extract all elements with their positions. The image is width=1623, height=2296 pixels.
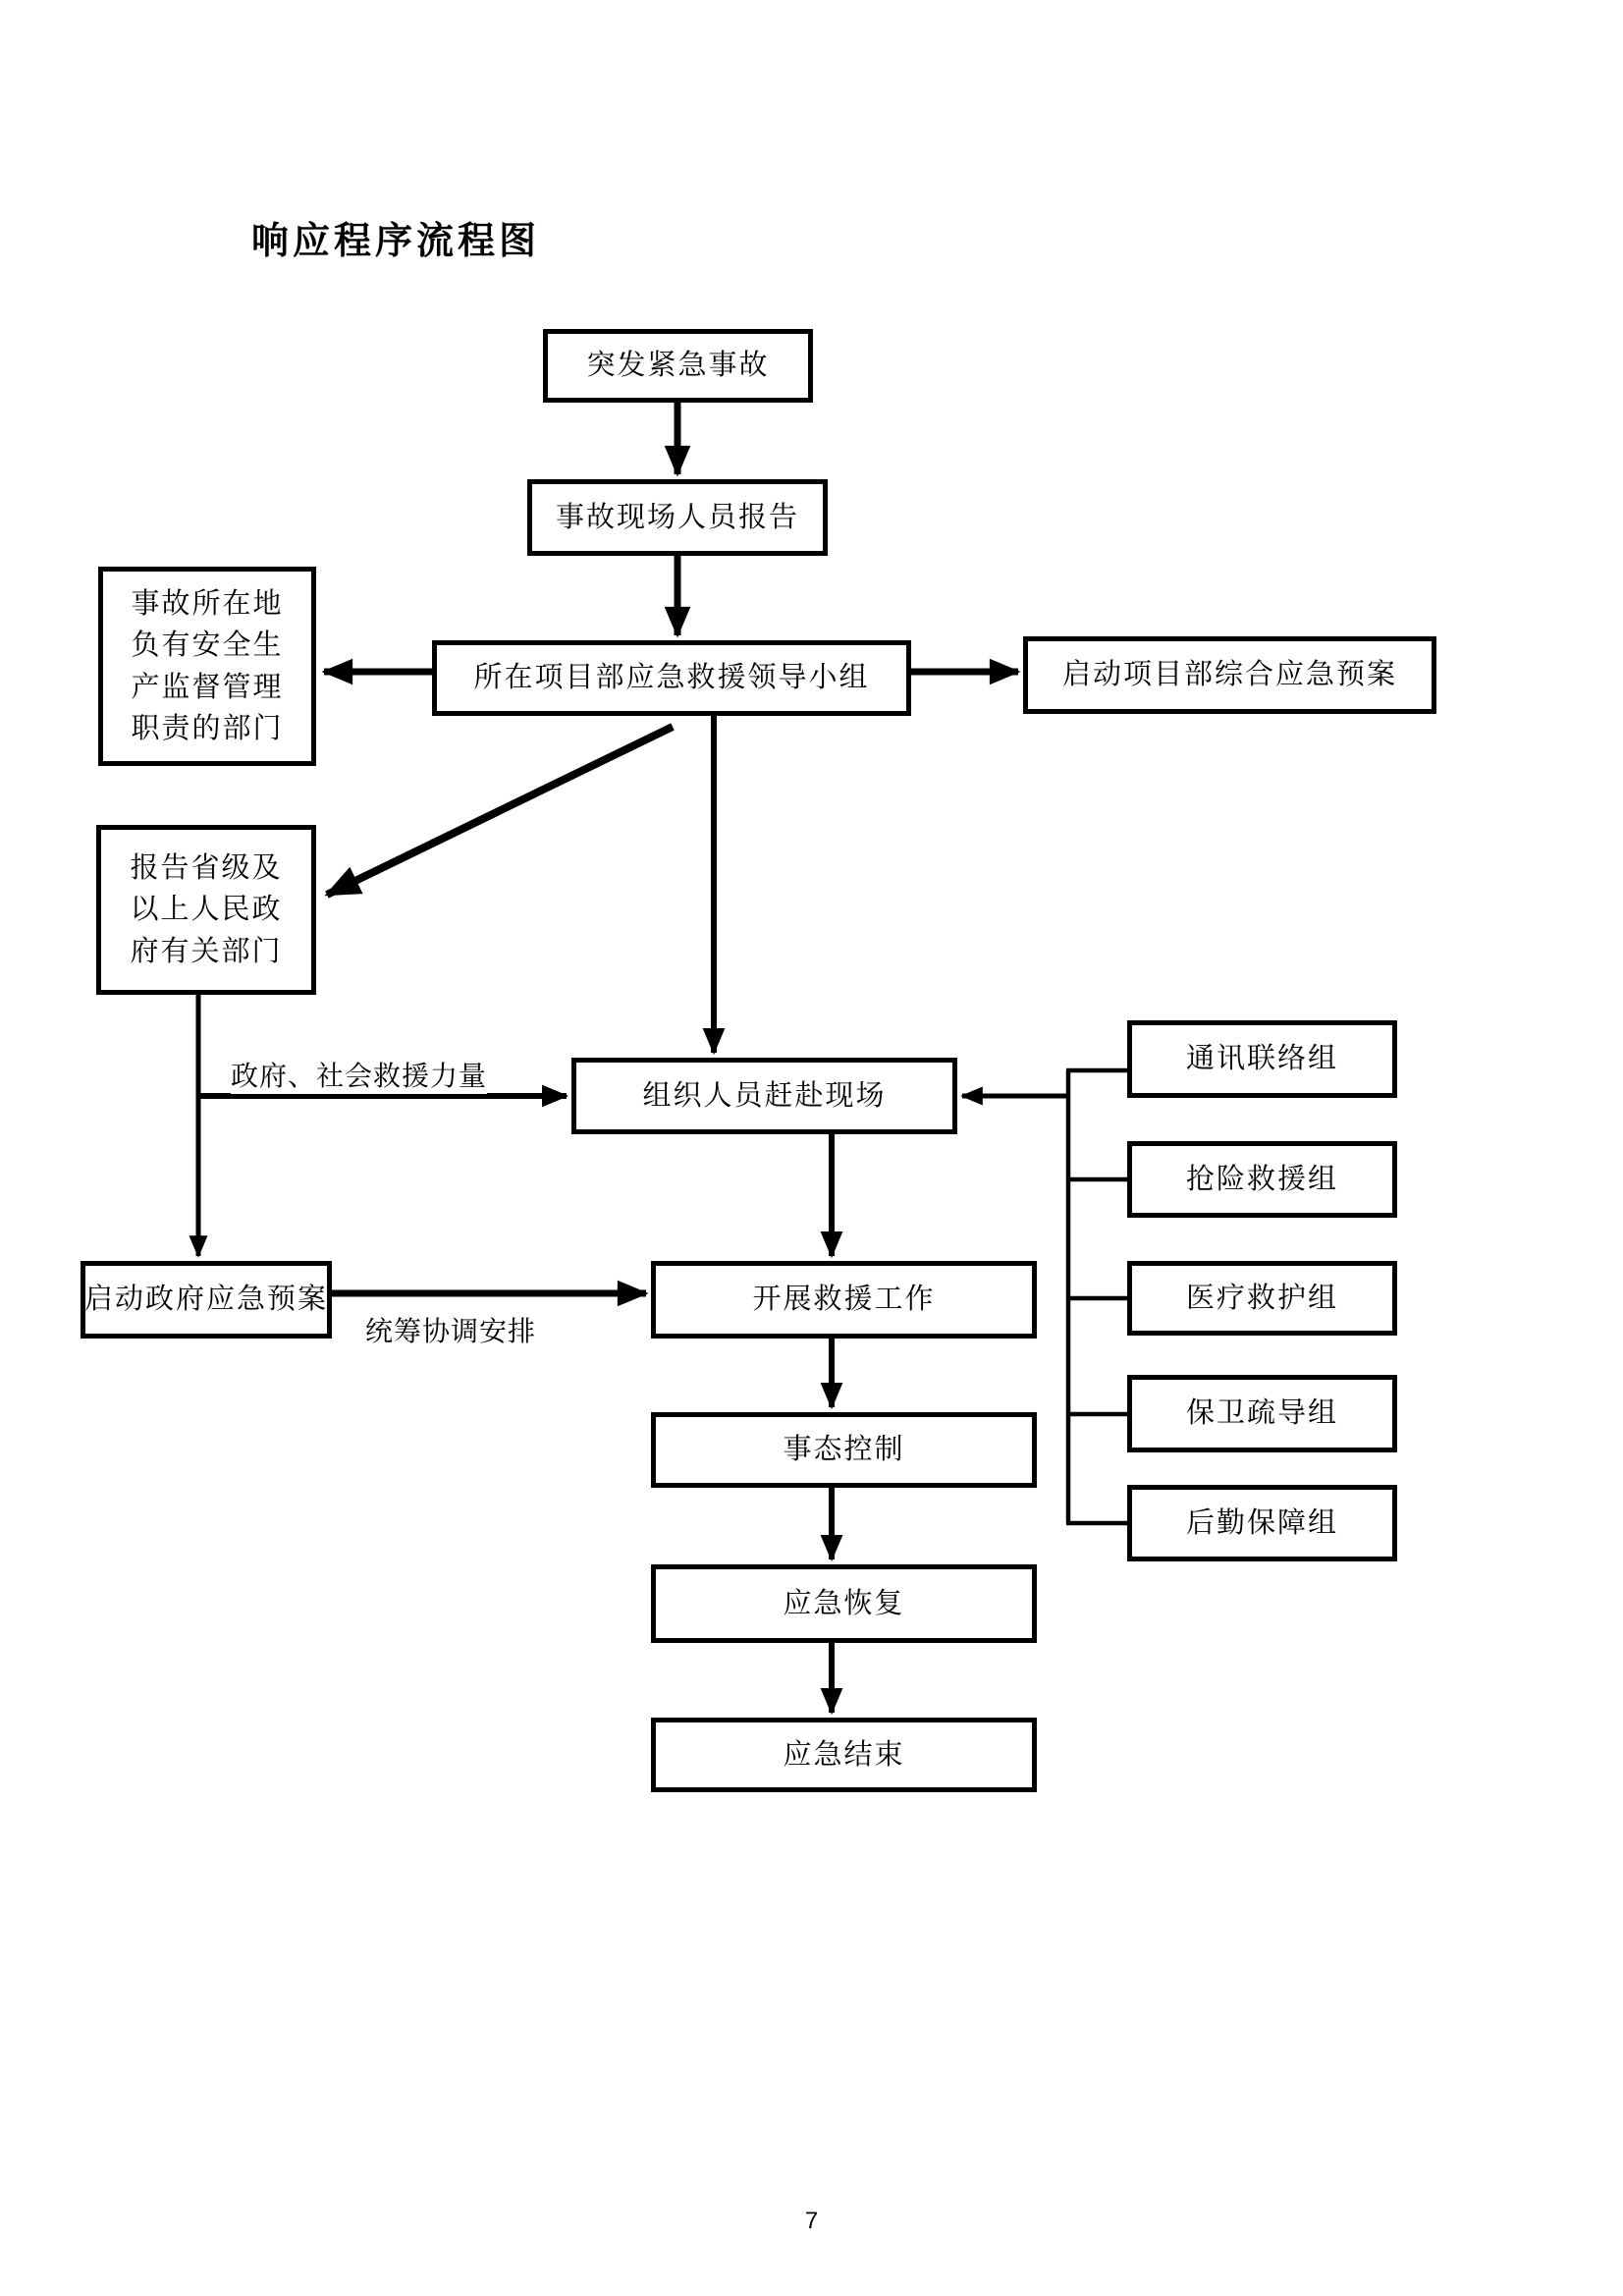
- node-logistics-support-group: [1127, 1485, 1397, 1561]
- node-burst-emergency-label: 突发紧急事故: [586, 350, 770, 382]
- node-project-lead-group-label: 所在项目部应急救援领导小组: [473, 662, 870, 694]
- node-carry-out-rescue-label: 开展救援工作: [752, 1284, 936, 1316]
- node-start-project-plan: [1023, 636, 1436, 714]
- node-report-provincial-gov: [96, 825, 316, 995]
- node-medical-aid-group-label: 医疗救护组: [1185, 1282, 1338, 1314]
- node-safety-supervision-dept-label: 事故所在地负有安全生产监督管理职责的部门: [131, 588, 284, 744]
- page-number: 7: [804, 2208, 819, 2234]
- node-emergency-recovery: [651, 1564, 1037, 1643]
- arrow-leadgroup-to-gov-report-diagonal: [327, 727, 673, 895]
- node-start-gov-plan: [81, 1261, 332, 1339]
- node-scene-personnel-report: [527, 479, 828, 556]
- node-gather-personnel: [571, 1058, 957, 1134]
- node-emergency-end: [651, 1718, 1037, 1792]
- edge-label-gov-social-forces: 政府、社会救援力量: [231, 1055, 487, 1094]
- node-logistics-support-group-label: 后勤保障组: [1185, 1506, 1338, 1539]
- node-carry-out-rescue: [651, 1261, 1037, 1339]
- node-emergency-end-label: 应急结束: [783, 1738, 905, 1771]
- node-burst-emergency: [543, 329, 813, 403]
- node-scene-personnel-report-label: 事故现场人员报告: [555, 501, 799, 533]
- node-start-gov-plan-label: 启动政府应急预案: [84, 1284, 329, 1316]
- node-communication-group: [1127, 1020, 1397, 1098]
- node-gather-personnel-label: 组织人员赶赴现场: [642, 1079, 887, 1112]
- node-guard-evacuation-group-label: 保卫疏导组: [1185, 1397, 1338, 1430]
- node-project-lead-group: [432, 640, 911, 716]
- node-communication-group-label: 通讯联络组: [1185, 1043, 1338, 1075]
- node-situation-control-label: 事态控制: [783, 1434, 905, 1466]
- node-situation-control: [651, 1412, 1037, 1488]
- page-title: 响应程序流程图: [251, 221, 541, 262]
- node-danger-rescue-group: [1127, 1141, 1397, 1218]
- node-medical-aid-group: [1127, 1261, 1397, 1336]
- node-emergency-recovery-label: 应急恢复: [783, 1587, 905, 1619]
- node-guard-evacuation-group: [1127, 1375, 1397, 1452]
- node-safety-supervision-dept: [98, 567, 316, 766]
- node-start-project-plan-label: 启动项目部综合应急预案: [1061, 659, 1397, 691]
- node-report-provincial-gov-label: 报告省级及以上人民政府有关部门: [130, 852, 283, 967]
- edge-label-coordinate-arrange: 统筹协调安排: [365, 1310, 536, 1349]
- node-danger-rescue-group-label: 抢险救援组: [1185, 1163, 1338, 1195]
